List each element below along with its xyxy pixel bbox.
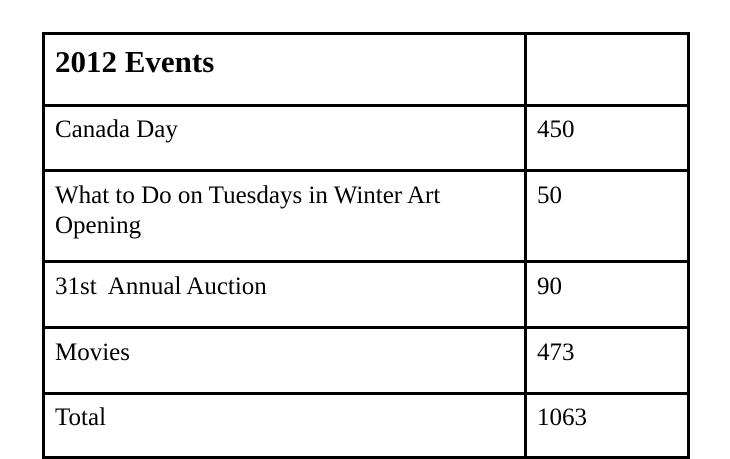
event-name-cell: 31st Annual Auction [44,262,526,328]
event-count-cell: 473 [526,328,689,394]
event-count-cell: 90 [526,262,689,328]
event-name-cell: Canada Day [44,106,526,171]
table-header-row [44,34,689,106]
table-row [44,328,689,394]
total-value-cell: 1063 [526,394,689,458]
total-label-cell: Total [44,394,526,458]
table-row [44,262,689,328]
event-name-cell: Movies [44,328,526,394]
table-title: 2012 Events [44,34,526,106]
table-row [44,106,689,171]
event-name-cell: What to Do on Tuesdays in Winter Art Opening [44,171,526,262]
event-count-cell: 450 [526,106,689,171]
table-row [44,171,689,262]
table-total-row [44,394,689,458]
event-count-cell: 50 [526,171,689,262]
table-header-empty-cell [526,34,689,106]
events-table [42,32,690,459]
